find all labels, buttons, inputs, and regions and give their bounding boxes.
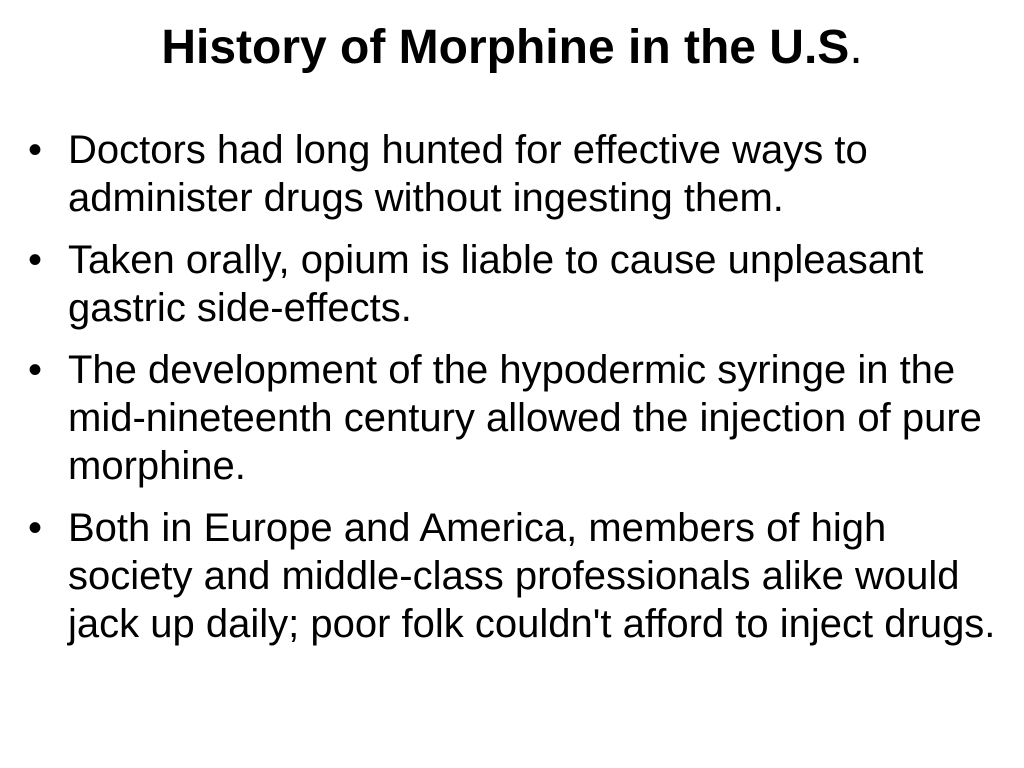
bullet-text: The development of the hypodermic syringe in the mid-nineteenth century allowed the injection of pure morphine. (68, 348, 982, 488)
bullet-item (28, 346, 1008, 490)
bullet-dot-icon: • (28, 128, 43, 172)
bullet-dot-icon: • (28, 506, 43, 550)
bullet-list (28, 126, 1008, 662)
bullet-dot-icon: • (28, 348, 43, 392)
bullet-text: Doctors had long hunted for effective ways to administer drugs without ingesting them. (68, 128, 868, 220)
bullet-text: Taken orally, opium is liable to cause unpleasant gastric side-effects. (68, 238, 924, 330)
slide-title-text: History of Morphine in the U.S (161, 21, 850, 74)
bullet-item (28, 236, 1008, 332)
bullet-item (28, 126, 1008, 222)
slide-title (0, 18, 1024, 78)
slide-title-period: . (849, 21, 863, 74)
bullet-item (28, 504, 1008, 648)
bullet-dot-icon: • (28, 238, 43, 282)
bullet-text: Both in Europe and America, members of high society and middle-class professionals alike would jack up daily; poor folk couldn't afford to inject drugs. (68, 506, 996, 646)
